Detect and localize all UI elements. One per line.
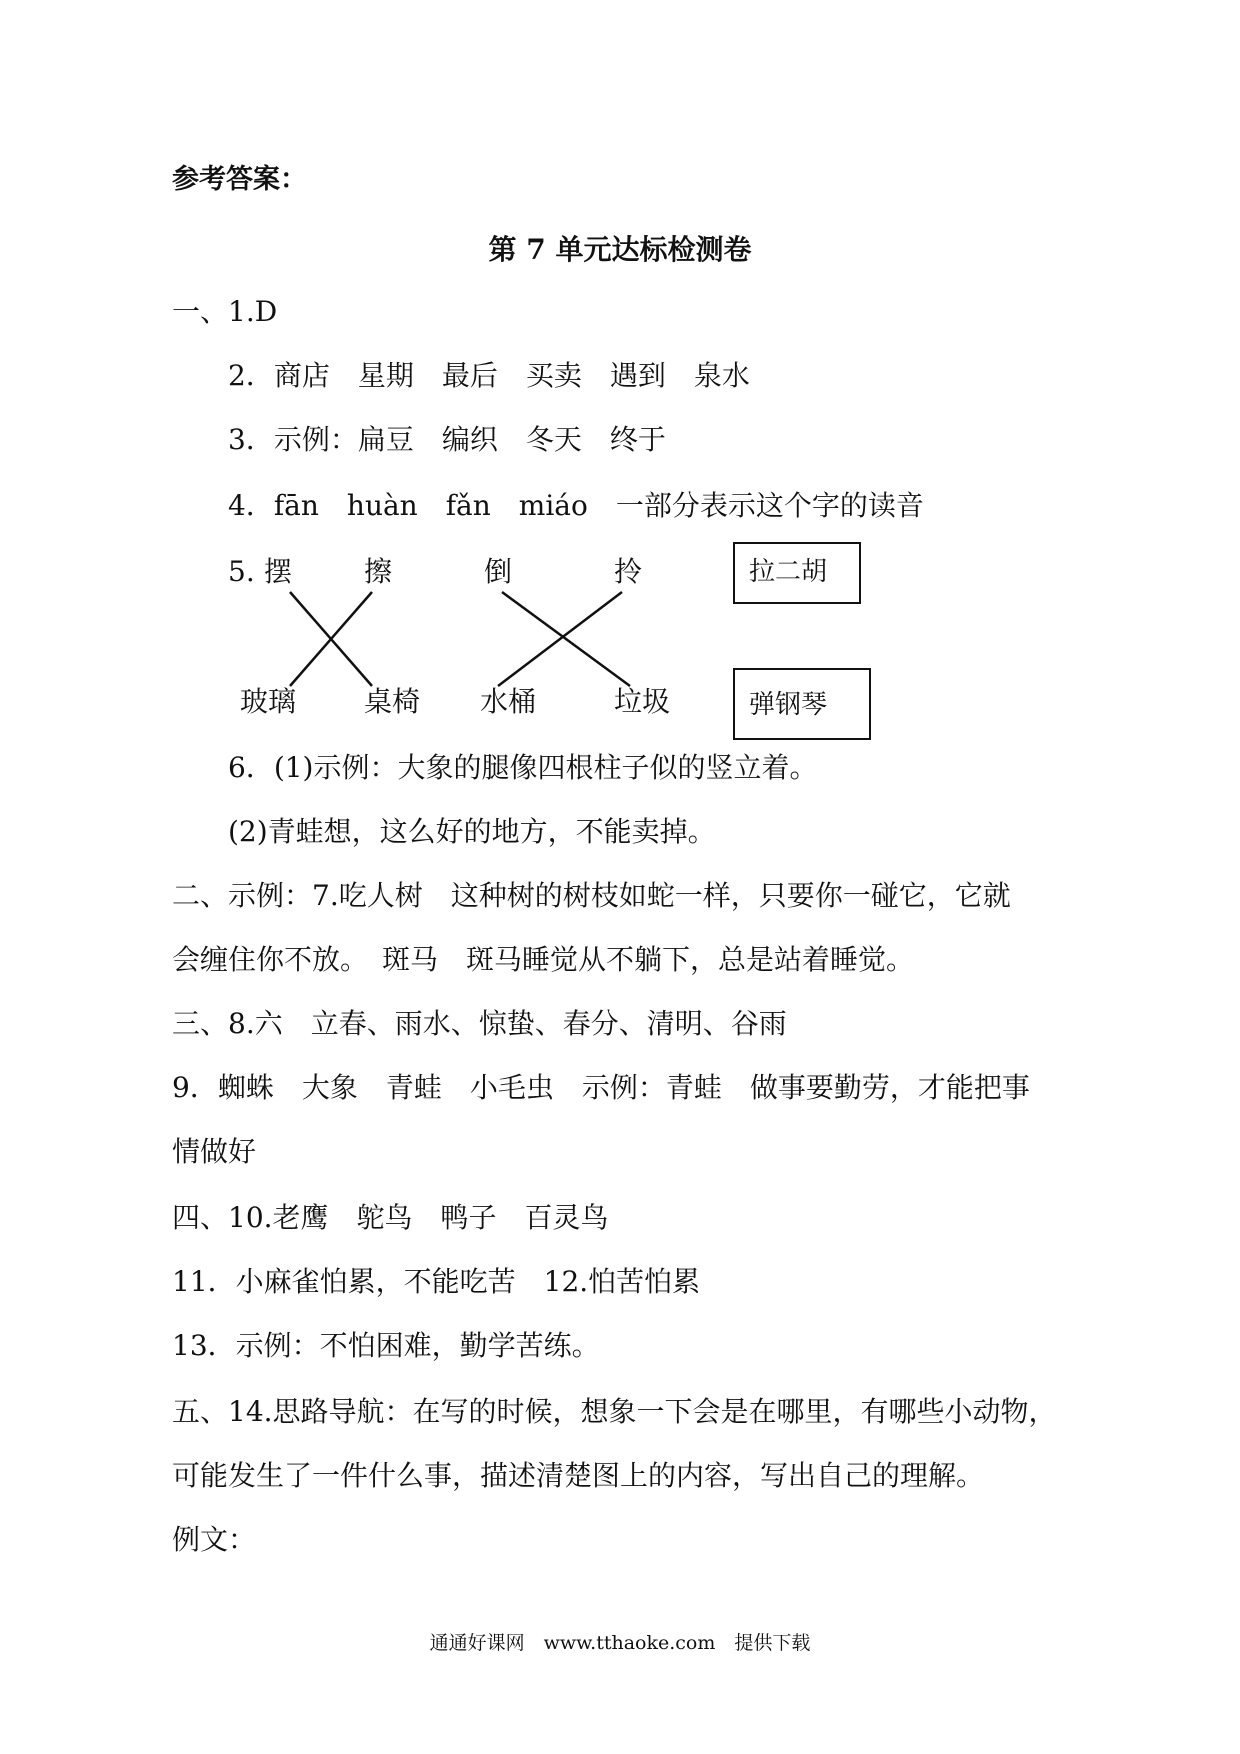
section5-line3: 例文： (172, 1523, 257, 1556)
q2-answer: 2．商店 星期 最后 买卖 遇到 泉水 (228, 359, 750, 392)
q9-answer-line2: 情做好 (172, 1135, 257, 1168)
q1-answer: 一、1.D (172, 295, 278, 328)
q10-answer: 四、10.老鹰 鸵鸟 鸭子 百灵鸟 (172, 1201, 609, 1234)
page-title: 第 7 单元达标检测卷 (488, 233, 752, 266)
q5-top-word-1: 摆 (264, 555, 293, 588)
match-line-4 (498, 592, 622, 686)
answer-header: 参考答案： (172, 164, 307, 195)
q5-bottom-word-1: 玻璃 (240, 685, 297, 718)
section5-line1: 五、14.思路导航：在写的时候，想象一下会是在哪里，有哪些小动物， (172, 1395, 1057, 1428)
match-line-3 (502, 592, 630, 686)
q4-answer: 4．fān huàn fǎn miáo 一部分表示这个字的读音 (228, 489, 924, 522)
q5-bottom-word-4: 垃圾 (614, 685, 671, 718)
footer-download-note: 通通好课网 www.tthaoke.com 提供下载 (429, 1632, 811, 1654)
q5-number: 5. (228, 555, 255, 588)
q3-answer: 3．示例：扁豆 编织 冬天 终于 (228, 423, 666, 456)
q5-top-word-3: 倒 (484, 555, 513, 588)
q6a-answer: 6．(1)示例：大象的腿像四根柱子似的竖立着。 (228, 751, 818, 784)
q9-answer-line1: 9．蜘蛛 大象 青蛙 小毛虫 示例：青蛙 做事要勤劳，才能把事 (172, 1071, 1030, 1104)
q6b-answer: (2)青蛙想，这么好的地方，不能卖掉。 (228, 815, 716, 848)
q5-bottom-word-3: 水桶 (480, 685, 537, 718)
q5-top-word-2: 擦 (364, 555, 393, 588)
box-erhu: 拉二胡 (733, 542, 861, 604)
section5-line2: 可能发生了一件什么事，描述清楚图上的内容，写出自己的理解。 (172, 1459, 985, 1492)
q5-bottom-word-2: 桌椅 (364, 685, 421, 718)
q8-answer: 三、8.六 立春、雨水、惊蛰、春分、清明、谷雨 (172, 1007, 787, 1040)
section2-line1: 二、示例：7.吃人树 这种树的树枝如蛇一样，只要你一碰它，它就 (172, 879, 1011, 912)
q11-answer: 11．小麻雀怕累，不能吃苦 12.怕苦怕累 (172, 1265, 701, 1298)
box-piano: 弹钢琴 (733, 668, 871, 740)
q13-answer: 13．示例：不怕困难，勤学苦练。 (172, 1329, 600, 1362)
section2-line2: 会缠住你不放。 斑马 斑马睡觉从不躺下，总是站着睡觉。 (172, 943, 915, 976)
q5-top-word-4: 拎 (614, 555, 643, 588)
